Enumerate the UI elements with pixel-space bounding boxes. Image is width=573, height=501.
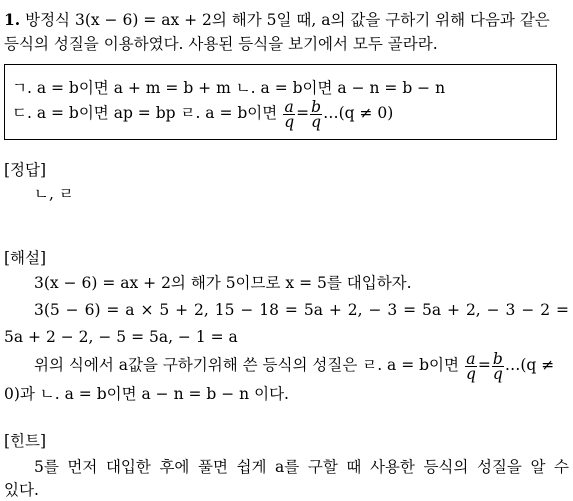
explanation-line-2: 3(5 − 6) = a × 5 + 2, 15 − 18 = 5a + 2, − 3 = 5a + 2, − 3 − 2 = [34, 301, 569, 319]
answer-value: ㄴ, ㄹ [34, 185, 74, 203]
problem-line-2: 등식의 성질을 이용하였다. 사용된 등식을 보기에서 모두 골라라. [4, 35, 438, 53]
explanation-line-4-prefix: 위의 식에서 a값을 구하기위해 쓴 등식의 성질은 ㄹ. a = b이면 [34, 356, 459, 374]
fraction-numerator: b [311, 97, 322, 116]
hint-line-2: 있다. [4, 481, 39, 499]
fraction-denominator: q [284, 112, 295, 131]
fraction-denominator: q [311, 112, 322, 131]
equals-sign: = [477, 356, 491, 374]
choices-row-2-suffix: …(q ≠ 0) [323, 104, 394, 122]
hint-label: [힌트] [4, 432, 47, 450]
explanation-line-4-suffix: …(q ≠ [504, 356, 555, 374]
choices-row-2 [12, 98, 393, 129]
explanation-line-3: 5a + 2 − 2, − 5 = 5a, − 1 = a [4, 328, 238, 346]
equals-sign: = [296, 104, 310, 122]
problem-line-1 [4, 10, 550, 30]
choices-row-2-prefix: ㄷ. a = b이면 ap = bp ㄹ. a = b이면 [12, 104, 278, 122]
explanation-line-1: 3(x − 6) = ax + 2의 해가 5이므로 x = 5를 대입하자. [34, 274, 412, 292]
fraction-numerator: b [492, 349, 503, 368]
fraction-numerator: a [284, 97, 294, 116]
fraction-numerator: a [466, 349, 476, 368]
hint-line-1: 5를 먼저 대입한 후에 풀면 쉽게 a를 구할 때 사용한 등식의 성질을 알 수 [34, 458, 569, 476]
fraction-b-over-q [310, 97, 322, 131]
fraction-a-over-q [283, 97, 295, 131]
explanation-line-5: 0)과 ㄴ. a = b이면 a − n = b − n 이다. [4, 385, 289, 403]
fraction-denominator: q [492, 364, 503, 383]
explanation-label: [해설] [4, 249, 47, 267]
choices-row-1: ㄱ. a = b이면 a + m = b + m ㄴ. a = b이면 a − n = b − n [12, 79, 446, 97]
explanation-line-4 [34, 348, 554, 382]
fraction-a-over-q [465, 349, 477, 383]
problem-text-1: 방정식 3(x − 6) = ax + 2의 해가 5일 때, a의 값을 구하기 위해 다음과 같은 [20, 11, 550, 29]
fraction-b-over-q [492, 349, 504, 383]
fraction-denominator: q [465, 364, 476, 383]
problem-number: 1. [4, 10, 21, 29]
answer-label: [정답] [4, 161, 47, 179]
